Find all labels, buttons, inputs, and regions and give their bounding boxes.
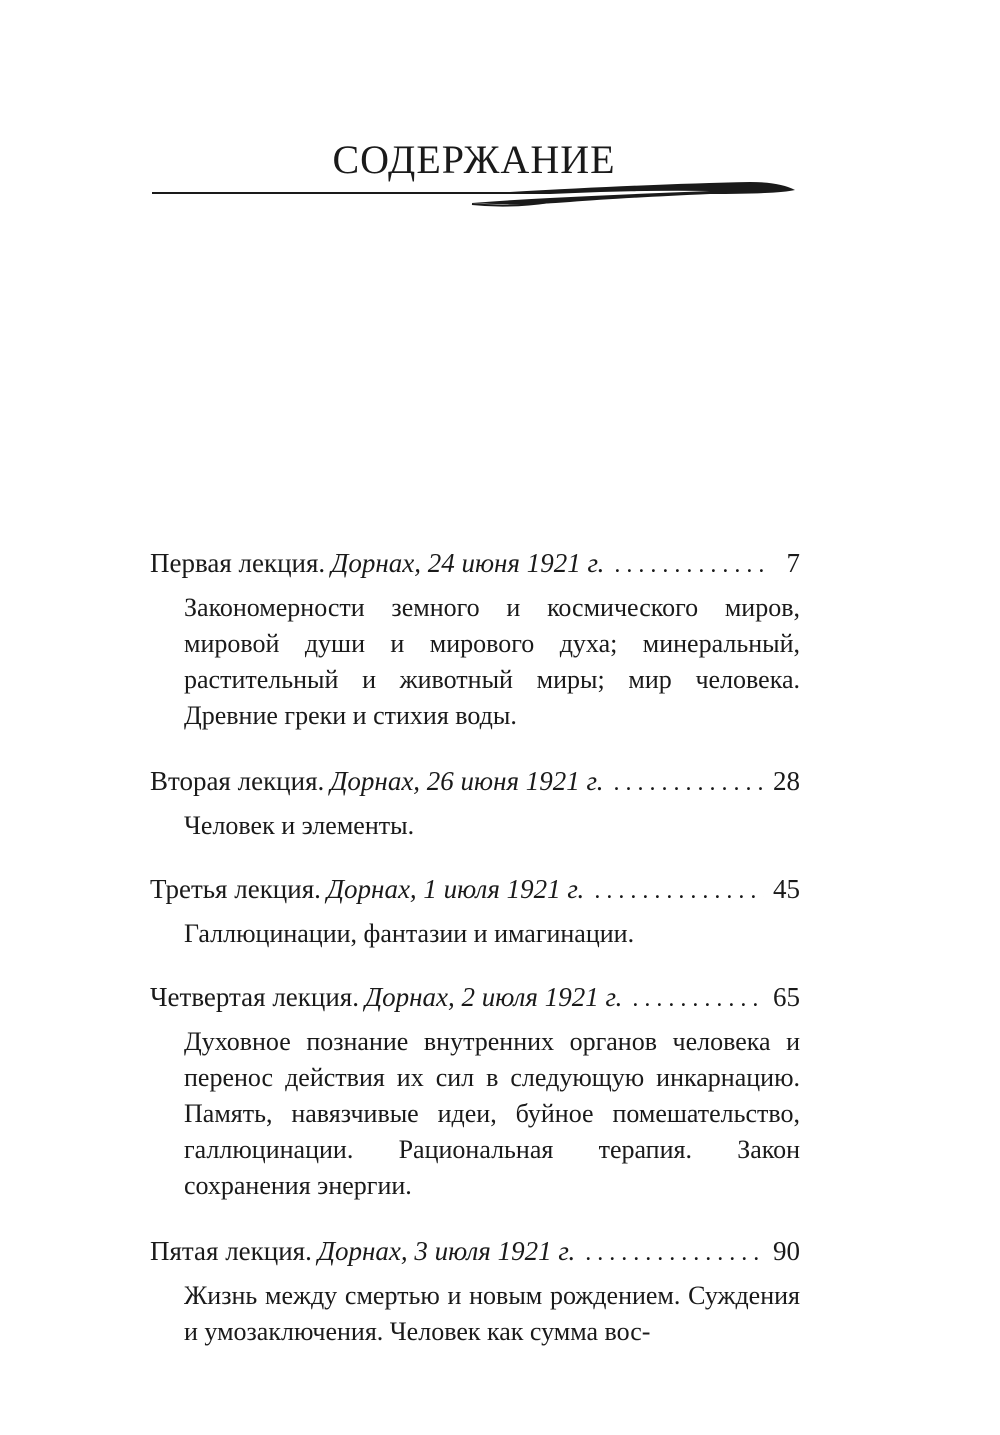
toc-entry-heading xyxy=(150,870,800,910)
page-number: 7 xyxy=(786,548,800,578)
dot-leader xyxy=(594,872,764,910)
page-number: 65 xyxy=(773,982,800,1012)
title-ornament-rule xyxy=(150,176,800,216)
lecture-place-date: Дорнах, 2 июля 1921 г. xyxy=(364,982,623,1012)
dot-leader xyxy=(585,1234,764,1272)
lecture-title: Первая лекция. xyxy=(150,548,326,578)
lecture-title: Четвертая лекция. xyxy=(150,982,359,1012)
lecture-place-date: Дорнах, 3 июля 1921 г. xyxy=(317,1236,576,1266)
toc-entry-heading xyxy=(150,1232,800,1272)
lecture-summary: Закономерности земного и космического миров, мировой души и мирового духа; минеральный, растительный и животный миры; мир человека. Древние греки и стихия воды. xyxy=(184,593,800,730)
lecture-summary: Человек и элементы. xyxy=(184,811,415,840)
page-number: 90 xyxy=(773,1236,800,1266)
lecture-title: Вторая лекция. xyxy=(150,766,325,796)
toc-entry xyxy=(150,1232,800,1350)
lecture-summary: Жизнь между смертью и новым рождением. Суждения и умозаключения. Человек как сумма вос- xyxy=(184,1281,800,1346)
page-number: 45 xyxy=(773,874,800,904)
toc-entry xyxy=(150,870,800,952)
toc-entry-heading xyxy=(150,978,800,1018)
lecture-place-date: Дорнах, 24 июня 1921 г. xyxy=(331,548,605,578)
lecture-place-date: Дорнах, 1 июля 1921 г. xyxy=(326,874,585,904)
toc-entry-heading xyxy=(150,762,800,802)
lecture-title: Пятая лекция. xyxy=(150,1236,312,1266)
toc-entry xyxy=(150,762,800,844)
lecture-place-date: Дорнах, 26 июня 1921 г. xyxy=(330,766,604,796)
table-of-contents xyxy=(150,544,800,1350)
lecture-summary: Галлюцинации, фантазии и имагинации. xyxy=(184,919,635,948)
page-number: 28 xyxy=(773,766,800,796)
dot-leader xyxy=(632,980,764,1018)
toc-entry xyxy=(150,978,800,1204)
toc-entry xyxy=(150,544,800,734)
toc-entry-heading xyxy=(150,544,800,584)
page-title: СОДЕРЖАНИЕ xyxy=(332,137,616,182)
dot-leader xyxy=(614,546,764,584)
lecture-title: Третья лекция. xyxy=(150,874,321,904)
lecture-summary: Духовное познание внутренних органов человека и перенос действия их сил в следующую инкарнацию. Память, навязчивые идеи, буйное помешательство, галлюцинации. Рациональная терапия. Закон сохранения энергии. xyxy=(184,1027,800,1200)
dot-leader xyxy=(613,764,764,802)
